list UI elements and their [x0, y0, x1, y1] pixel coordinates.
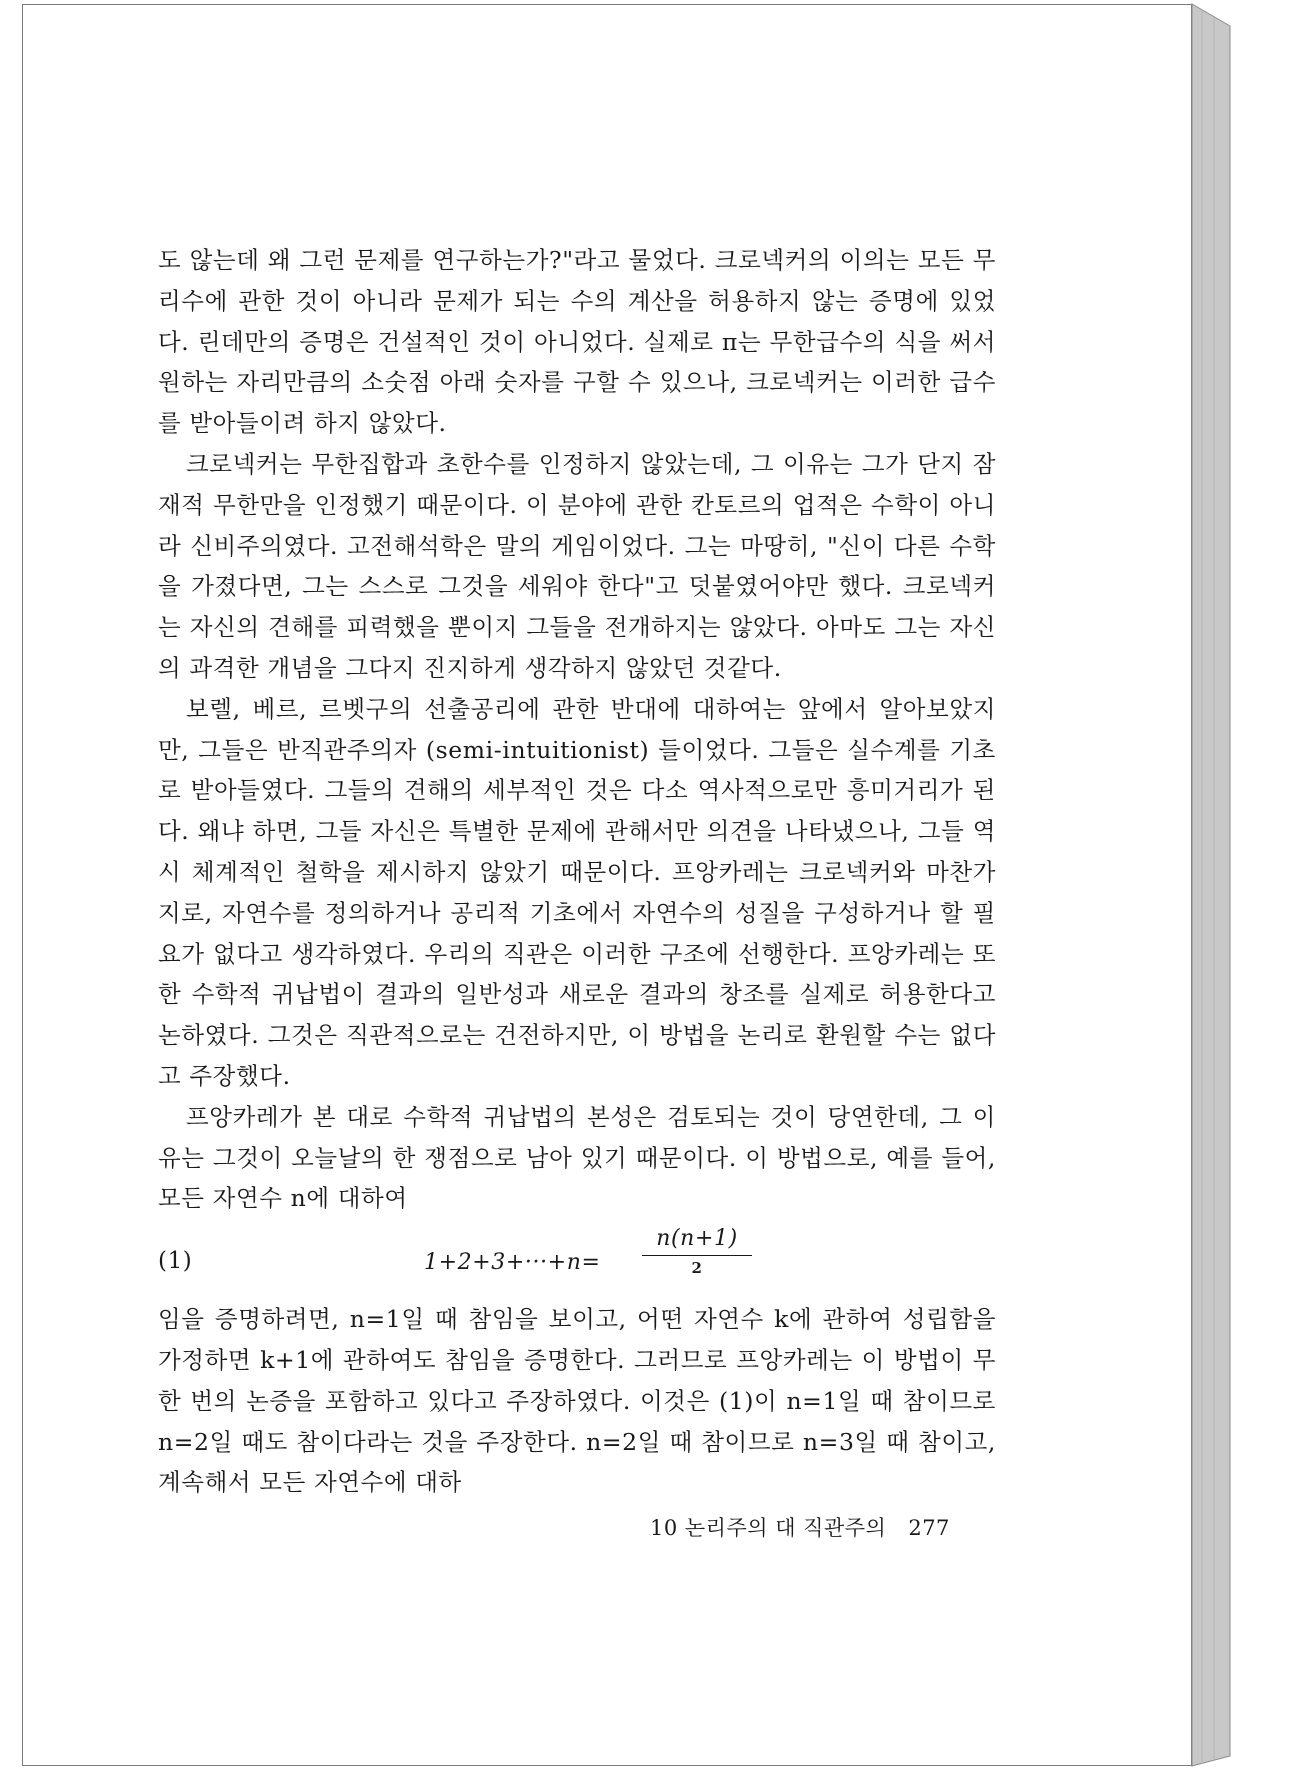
- equation-denominator: 2: [691, 1259, 703, 1278]
- page-footer: [650, 1512, 950, 1542]
- equation-fraction: [642, 1225, 752, 1280]
- paragraph-2: 크로넥커는 무한집합과 초한수를 인정하지 않았는데, 그 이유는 그가 단지 잠재적 무한만을 인정했기 때문이다. 이 분야에 관한 칸토르의 업적은 수학이 아니라 신비주의였다. 고전해석학은 말의 게임이었다. 그는 마땅히, "신이 다른 수학을 가졌다면, 그는 스스로 그것을 세워야 한다"고 덧붙였어야만 했다. 크로넥커는 자신의 견해를 피력했을 뿐이지 그들을 전개하지는 않았다. 아마도 그는 자신의 과격한 개념을 그다지 진지하게 생각하지 않았던 것같다.: [158, 449, 996, 682]
- equation-numerator: n(n+1): [642, 1225, 752, 1256]
- paragraph-4: 프앙카레가 본 대로 수학적 귀납법의 본성은 검토되는 것이 당연한데, 그 이유는 그것이 오늘날의 한 쟁점으로 남아 있기 때문이다. 이 방법으로, 예를 들어, 모든 자연수 n에 대하여: [158, 1102, 996, 1213]
- equation-number: (1): [158, 1248, 193, 1275]
- running-footer-chapter: 10 논리주의 대 직관주의: [650, 1516, 887, 1540]
- equation-left-side: 1+2+3+···+n=: [424, 1250, 601, 1276]
- paragraph-3: 보렐, 베르, 르벳구의 선출공리에 관한 반대에 대하여는 앞에서 알아보았지만, 그들은 반직관주의자 (semi-intuitionist) 들이었다. 그들은 실수계를 기초로 받아들였다. 그들의 견해의 세부적인 것은 다소 역사적으로만 흥미거리가 된다. 왜냐 하면, 그들 자신은 특별한 문제에 관해서만 의견을 나타냈으나, 그들 역시 체계적인 철학을 제시하지 않았기 때문이다. 프앙카레는 크로넥커와 마찬가지로, 자연수를 정의하거나 공리적 기초에서 자연수의 성질을 구성하거나 할 필요가 없다고 생각하였다. 우리의 직관은 이러한 구조에 선행한다. 프앙카레는 또한 수학적 귀납법이 결과의 일반성과 새로운 결과의 창조를 실제로 허용한다고 논하였다. 그것은 직관적으로는 건전하지만, 이 방법을 논리로 환원할 수는 없다고 주장했다.: [158, 694, 996, 1090]
- equation-1: [158, 1225, 996, 1297]
- paragraph-5: 임을 증명하려면, n=1일 때 참임을 보이고, 어떤 자연수 k에 관하여 성립함을 가정하면 k+1에 관하여도 참임을 증명한다. 그러므로 프앙카레는 이 방법이 무한 번의 논증을 포함하고 있다고 주장하였다. 이것은 (1)이 n=1일 때 참이므로 n=2일 때도 참이다라는 것을 주장한다. n=2일 때 참이므로 n=3일 때 참이고, 계속해서 모든 자연수에 대하: [158, 1305, 996, 1497]
- body-text: [158, 240, 996, 1503]
- paragraph-1: 도 않는데 왜 그런 문제를 연구하는가?"라고 물었다. 크로넥커의 이의는 모든 무리수에 관한 것이 아니라 문제가 되는 수의 계산을 허용하지 않는 증명에 있었다. 린데만의 증명은 건설적인 것이 아니었다. 실제로 π는 무한급수의 식을 써서 원하는 자리만큼의 소숫점 아래 숫자를 구할 수 있으나, 크로넥커는 이러한 급수를 받아들이려 하지 않았다.: [158, 246, 996, 438]
- page-number: 277: [908, 1516, 950, 1540]
